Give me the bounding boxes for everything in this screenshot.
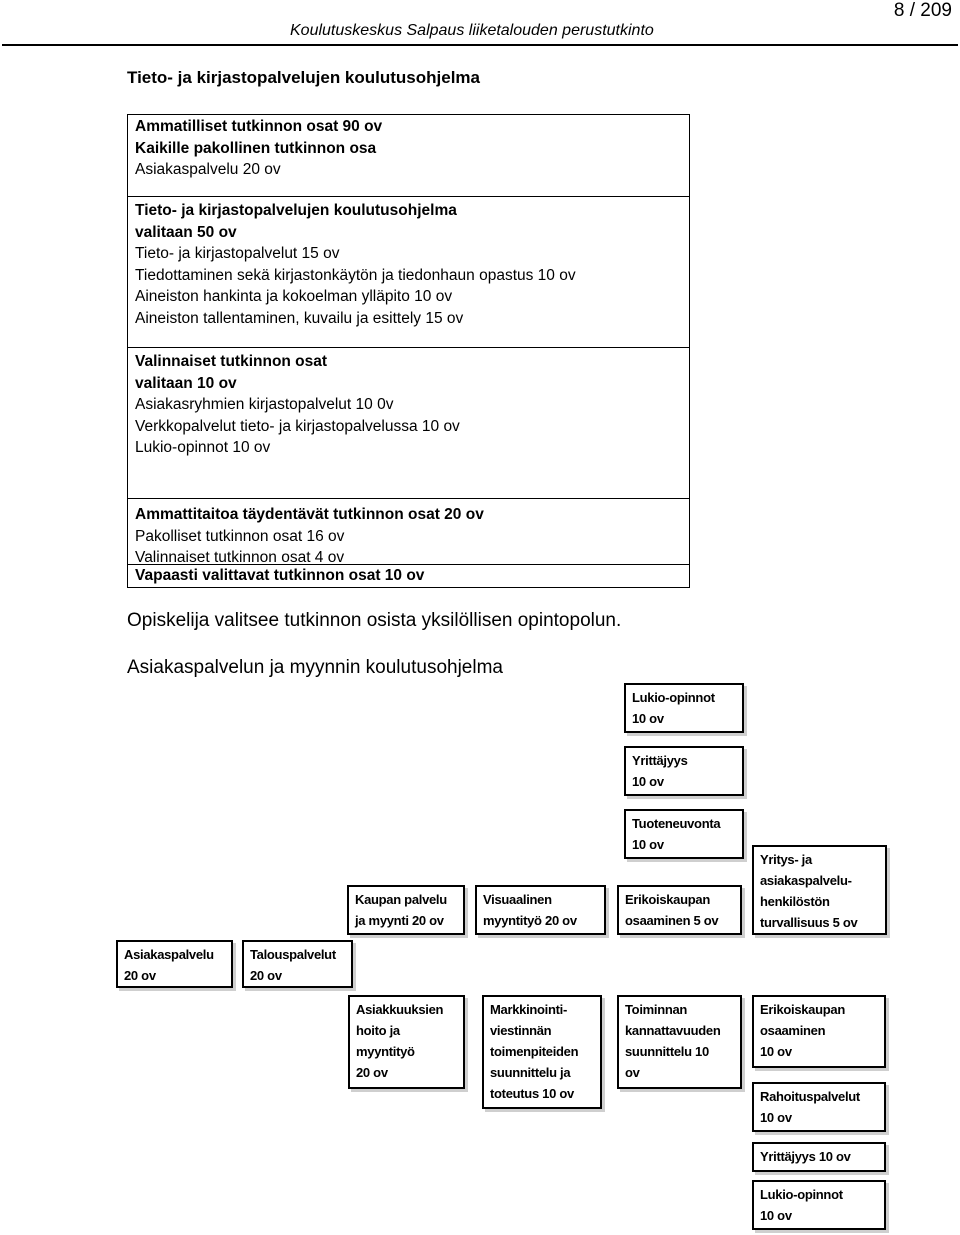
box-line: ja myynti 20 ov bbox=[355, 913, 444, 928]
table-line: Valinnaiset tutkinnon osat bbox=[135, 353, 328, 370]
table-line: Pakolliset tutkinnon osat 16 ov bbox=[135, 527, 345, 545]
table-line: Tieto- ja kirjastopalvelut 15 ov bbox=[135, 245, 340, 263]
table-line: Verkkopalvelut tieto- ja kirjastopalvelussa 10 ov bbox=[135, 417, 460, 435]
diagram-box-erikoiskaupan-5ov bbox=[617, 885, 742, 935]
table-line: Aineiston hankinta ja kokoelman ylläpito 10 ov bbox=[135, 288, 453, 306]
diagram-box-lukio-bottom bbox=[752, 1180, 886, 1230]
page-number: 8 / 209 bbox=[893, 0, 952, 21]
table-line: Valinnaiset tutkinnon osat 4 ov bbox=[135, 549, 345, 567]
table-line: Tiedottaminen sekä kirjastonkäytön ja tiedonhaun opastus 10 ov bbox=[135, 266, 576, 284]
box-line: osaaminen 5 ov bbox=[625, 913, 719, 928]
table-line: Aineiston tallentaminen, kuvailu ja esittely 15 ov bbox=[135, 309, 464, 327]
box-line: 10 ov bbox=[760, 1208, 792, 1223]
box-line: Erikoiskaupan bbox=[760, 1002, 845, 1017]
table-line: Kaikille pakollinen tutkinnon osa bbox=[135, 139, 377, 157]
box-line: 10 ov bbox=[632, 774, 664, 789]
box-line: suunnittelu 10 bbox=[625, 1044, 709, 1059]
diagram-box-asiakaspalvelu bbox=[116, 940, 233, 988]
box-line: Tuoteneuvonta bbox=[632, 816, 721, 831]
box-line: Yrittäjyys 10 ov bbox=[760, 1149, 851, 1164]
box-line: suunnittelu ja bbox=[490, 1065, 571, 1080]
box-line: Erikoiskaupan bbox=[625, 892, 710, 907]
table-line: Tieto- ja kirjastopalvelujen koulutusohjelma bbox=[135, 202, 457, 219]
box-line: Yritys- ja bbox=[760, 852, 812, 867]
box-line: Lukio-opinnot bbox=[632, 690, 715, 705]
table-line: Ammatilliset tutkinnon osat 90 ov bbox=[135, 118, 383, 135]
table-line: Ammattitaitoa täydentävät tutkinnon osat 20 ov bbox=[135, 506, 484, 523]
box-line: myyntityö 20 ov bbox=[483, 913, 577, 928]
box-line: hoito ja bbox=[356, 1023, 400, 1038]
box-line: Asiakaspalvelu bbox=[124, 947, 214, 962]
box-line: viestinnän bbox=[490, 1023, 552, 1038]
box-line: 10 ov bbox=[632, 837, 664, 852]
diagram-box-tuoteneuvonta bbox=[624, 809, 744, 859]
box-line: Rahoituspalvelut bbox=[760, 1089, 860, 1104]
box-line: myyntityö bbox=[356, 1044, 415, 1059]
diagram-box-yritys-turvallisuus bbox=[752, 845, 887, 935]
box-line: 10 ov bbox=[760, 1110, 792, 1125]
box-line: 20 ov bbox=[124, 968, 156, 983]
box-line: Markkinointi- bbox=[490, 1002, 567, 1017]
section-title: Tieto- ja kirjastopalvelujen koulutusohjelma bbox=[127, 68, 480, 87]
table-line: Asiakasryhmien kirjastopalvelut 10 0v bbox=[135, 396, 394, 414]
table-cell-free bbox=[128, 565, 689, 587]
table-line: valitaan 50 ov bbox=[135, 223, 237, 241]
table-line: Asiakaspalvelu 20 ov bbox=[135, 161, 281, 179]
diagram-box-talouspalvelut bbox=[242, 940, 353, 988]
box-line: toimenpiteiden bbox=[490, 1044, 579, 1059]
diagram-box-yrittajyys-top bbox=[624, 746, 744, 796]
box-line: 10 ov bbox=[760, 1044, 792, 1059]
curriculum-table bbox=[127, 114, 690, 588]
diagram-box-yrittajyys-bottom bbox=[752, 1142, 886, 1172]
diagram-box-asiakkuuksien-hoito bbox=[348, 995, 465, 1089]
diagram-box-rahoituspalvelut bbox=[752, 1082, 886, 1132]
box-line: Talouspalvelut bbox=[250, 947, 336, 962]
box-line: Toiminnan bbox=[625, 1002, 688, 1017]
diagram-box-erikoiskaupan-10ov bbox=[752, 995, 886, 1068]
box-line: toteutus 10 ov bbox=[490, 1086, 574, 1101]
paragraph-study-path: Opiskelija valitsee tutkinnon osista yksilöllisen opintopolun. bbox=[127, 610, 622, 631]
box-line: turvallisuus 5 ov bbox=[760, 915, 858, 930]
table-cell-core bbox=[128, 115, 689, 197]
box-line: Yrittäjyys bbox=[632, 753, 688, 768]
box-line: Kaupan palvelu bbox=[355, 892, 447, 907]
table-cell-program bbox=[128, 197, 689, 348]
diagram-box-toiminnan-kannattavuus bbox=[617, 995, 742, 1089]
box-line: Asiakkuuksien bbox=[356, 1002, 444, 1017]
box-line: osaaminen bbox=[760, 1023, 826, 1038]
box-line: ov bbox=[625, 1065, 640, 1080]
table-line: Vapaasti valittavat tutkinnon osat 10 ov bbox=[135, 567, 425, 584]
diagram-box-kaupan-palvelu bbox=[347, 885, 465, 935]
box-line: henkilöstön bbox=[760, 894, 830, 909]
diagram-box-lukio-top bbox=[624, 683, 744, 733]
table-line: Lukio-opinnot 10 ov bbox=[135, 439, 271, 457]
diagram-box-visuaalinen bbox=[475, 885, 606, 935]
table-cell-supplementary bbox=[128, 499, 689, 565]
diagram-box-markkinointi bbox=[482, 995, 602, 1109]
table-line: valitaan 10 ov bbox=[135, 374, 237, 392]
box-line: 20 ov bbox=[356, 1065, 388, 1080]
box-line: Lukio-opinnot bbox=[760, 1187, 843, 1202]
table-cell-optional bbox=[128, 348, 689, 499]
header-divider bbox=[2, 44, 958, 46]
paragraph-program-title: Asiakaspalvelun ja myynnin koulutusohjelma bbox=[127, 657, 503, 678]
document-header-title: Koulutuskeskus Salpaus liiketalouden perustutkinto bbox=[290, 22, 654, 39]
box-line: 20 ov bbox=[250, 968, 282, 983]
box-line: kannattavuuden bbox=[625, 1023, 721, 1038]
box-line: 10 ov bbox=[632, 711, 664, 726]
box-line: Visuaalinen bbox=[483, 892, 552, 907]
box-line: asiakaspalvelu- bbox=[760, 873, 852, 888]
